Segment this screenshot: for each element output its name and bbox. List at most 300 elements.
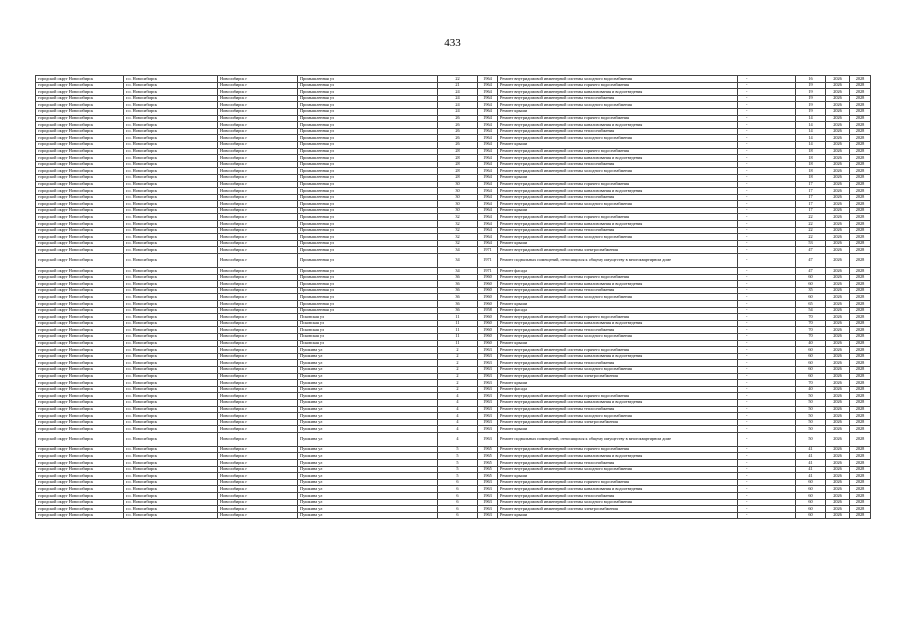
term-cell: 70	[796, 333, 826, 340]
table-row	[36, 413, 871, 420]
district-cell: городской округ Новосибирск	[36, 301, 124, 308]
city-cell: Новосибирск г	[218, 76, 298, 83]
house-number-cell: 34	[438, 268, 478, 275]
locality-cell: г.о. Новосибирск	[124, 353, 218, 360]
district-cell: городской округ Новосибирск	[36, 493, 124, 500]
locality-cell: г.о. Новосибирск	[124, 281, 218, 288]
street-cell: Пушкина ул	[298, 386, 438, 393]
end-year-cell: 2028	[850, 340, 871, 347]
start-year-cell: 2026	[826, 466, 850, 473]
table-row	[36, 254, 871, 268]
locality-cell: г.о. Новосибирск	[124, 76, 218, 83]
street-cell: Промышленная ул	[298, 214, 438, 221]
volume-cell: -	[738, 227, 796, 234]
locality-cell: г.о. Новосибирск	[124, 493, 218, 500]
work-type-cell: Ремонт крыши	[498, 380, 738, 387]
street-cell: Промышленная ул	[298, 207, 438, 214]
term-cell: 40	[796, 386, 826, 393]
city-cell: Новосибирск г	[218, 214, 298, 221]
house-number-cell: 34	[438, 247, 478, 254]
locality-cell: г.о. Новосибирск	[124, 333, 218, 340]
term-cell: 70	[796, 380, 826, 387]
build-year-cell: 1964	[478, 89, 498, 96]
house-number-cell: 30	[438, 194, 478, 201]
city-cell: Новосибирск г	[218, 268, 298, 275]
house-number-cell: 36	[438, 274, 478, 281]
end-year-cell: 2028	[850, 188, 871, 195]
build-year-cell: 1964	[478, 115, 498, 122]
build-year-cell: 1964	[478, 128, 498, 135]
start-year-cell: 2026	[826, 386, 850, 393]
street-cell: Пушкина ул	[298, 466, 438, 473]
district-cell: городской округ Новосибирск	[36, 148, 124, 155]
build-year-cell: 1963	[478, 486, 498, 493]
table-row	[36, 446, 871, 453]
start-year-cell: 2026	[826, 301, 850, 308]
build-year-cell: 1971	[478, 247, 498, 254]
table-row	[36, 506, 871, 513]
house-number-cell: 6	[438, 499, 478, 506]
locality-cell: г.о. Новосибирск	[124, 386, 218, 393]
work-type-cell: Ремонт внутридомовой инженерной системы теплоснабжения	[498, 128, 738, 135]
locality-cell: г.о. Новосибирск	[124, 294, 218, 301]
city-cell: Новосибирск г	[218, 281, 298, 288]
volume-cell: -	[738, 128, 796, 135]
district-cell: городской округ Новосибирск	[36, 320, 124, 327]
house-number-cell: 32	[438, 214, 478, 221]
end-year-cell: 2028	[850, 268, 871, 275]
district-cell: городской округ Новосибирск	[36, 174, 124, 181]
table-row	[36, 386, 871, 393]
term-cell: 47	[796, 254, 826, 268]
start-year-cell: 2026	[826, 155, 850, 162]
street-cell: Пушкина ул	[298, 413, 438, 420]
table-row	[36, 301, 871, 308]
house-number-cell: 26	[438, 128, 478, 135]
term-cell: 50	[796, 406, 826, 413]
term-cell: 14	[796, 115, 826, 122]
start-year-cell: 2026	[826, 406, 850, 413]
volume-cell: -	[738, 320, 796, 327]
district-cell: городской округ Новосибирск	[36, 247, 124, 254]
end-year-cell: 2028	[850, 353, 871, 360]
street-cell: Промышленная ул	[298, 221, 438, 228]
work-type-cell: Ремонт внутридомовой инженерной системы холодного водоснабжения	[498, 499, 738, 506]
term-cell: 41	[796, 460, 826, 467]
term-cell: 14	[796, 128, 826, 135]
locality-cell: г.о. Новосибирск	[124, 188, 218, 195]
district-cell: городской округ Новосибирск	[36, 466, 124, 473]
table-row	[36, 221, 871, 228]
term-cell: 17	[796, 201, 826, 208]
end-year-cell: 2028	[850, 320, 871, 327]
build-year-cell: 1964	[478, 155, 498, 162]
start-year-cell: 2026	[826, 380, 850, 387]
house-number-cell: 30	[438, 207, 478, 214]
build-year-cell: 1964	[478, 201, 498, 208]
work-type-cell: Ремонт внутридомовой инженерной системы горячего водоснабжения	[498, 214, 738, 221]
volume-cell: -	[738, 340, 796, 347]
build-year-cell: 1963	[478, 406, 498, 413]
end-year-cell: 2028	[850, 108, 871, 115]
locality-cell: г.о. Новосибирск	[124, 413, 218, 420]
city-cell: Новосибирск г	[218, 188, 298, 195]
house-number-cell: 4	[438, 413, 478, 420]
table-row	[36, 227, 871, 234]
city-cell: Новосибирск г	[218, 307, 298, 314]
work-type-cell: Ремонт внутридомовой инженерной системы теплоснабжения	[498, 161, 738, 168]
build-year-cell: 1964	[478, 95, 498, 102]
end-year-cell: 2028	[850, 281, 871, 288]
locality-cell: г.о. Новосибирск	[124, 360, 218, 367]
house-number-cell: 11	[438, 327, 478, 334]
work-type-cell: Ремонт внутридомовой инженерной системы канализования и водоотведения	[498, 155, 738, 162]
locality-cell: г.о. Новосибирск	[124, 327, 218, 334]
district-cell: городской округ Новосибирск	[36, 393, 124, 400]
locality-cell: г.о. Новосибирск	[124, 268, 218, 275]
term-cell: 50	[796, 413, 826, 420]
street-cell: Пушкина ул	[298, 499, 438, 506]
start-year-cell: 2026	[826, 426, 850, 433]
street-cell: Пушкина ул	[298, 360, 438, 367]
end-year-cell: 2028	[850, 135, 871, 142]
build-year-cell: 1963	[478, 373, 498, 380]
district-cell: городской округ Новосибирск	[36, 281, 124, 288]
district-cell: городской округ Новосибирск	[36, 499, 124, 506]
term-cell: 60	[796, 353, 826, 360]
end-year-cell: 2028	[850, 89, 871, 96]
build-year-cell: 1960	[478, 320, 498, 327]
end-year-cell: 2028	[850, 466, 871, 473]
work-type-cell: Ремонт внутридомовой инженерной системы теплоснабжения	[498, 406, 738, 413]
locality-cell: г.о. Новосибирск	[124, 506, 218, 513]
locality-cell: г.о. Новосибирск	[124, 128, 218, 135]
start-year-cell: 2026	[826, 307, 850, 314]
volume-cell: -	[738, 314, 796, 321]
start-year-cell: 2026	[826, 473, 850, 480]
house-number-cell: 5	[438, 473, 478, 480]
build-year-cell: 1963	[478, 479, 498, 486]
locality-cell: г.о. Новосибирск	[124, 307, 218, 314]
start-year-cell: 2026	[826, 201, 850, 208]
start-year-cell: 2026	[826, 373, 850, 380]
table-row	[36, 366, 871, 373]
term-cell: 17	[796, 181, 826, 188]
term-cell: 50	[796, 399, 826, 406]
work-type-cell: Ремонт внутридомовой инженерной системы канализования и водоотведения	[498, 281, 738, 288]
house-number-cell: 34	[438, 254, 478, 268]
term-cell: 60	[796, 486, 826, 493]
start-year-cell: 2026	[826, 108, 850, 115]
house-number-cell: 4	[438, 426, 478, 433]
term-cell: 50	[796, 432, 826, 446]
house-number-cell: 5	[438, 446, 478, 453]
city-cell: Новосибирск г	[218, 493, 298, 500]
start-year-cell: 2026	[826, 493, 850, 500]
start-year-cell: 2026	[826, 512, 850, 519]
street-cell: Промышленная ул	[298, 155, 438, 162]
work-type-cell: Ремонт крыши	[498, 141, 738, 148]
table-row	[36, 493, 871, 500]
term-cell: 60	[796, 493, 826, 500]
locality-cell: г.о. Новосибирск	[124, 373, 218, 380]
build-year-cell: 1958	[478, 307, 498, 314]
work-type-cell: Ремонт подвальных помещений, относящихся к общему имуществу в многоквартирном доме	[498, 432, 738, 446]
district-cell: городской округ Новосибирск	[36, 347, 124, 354]
work-type-cell: Ремонт внутридомовой инженерной системы холодного водоснабжения	[498, 466, 738, 473]
work-type-cell: Ремонт крыши	[498, 240, 738, 247]
locality-cell: г.о. Новосибирск	[124, 95, 218, 102]
start-year-cell: 2026	[826, 314, 850, 321]
city-cell: Новосибирск г	[218, 287, 298, 294]
end-year-cell: 2028	[850, 406, 871, 413]
term-cell: 60	[796, 373, 826, 380]
street-cell: Промышленная ул	[298, 95, 438, 102]
term-cell: 70	[796, 320, 826, 327]
build-year-cell: 1960	[478, 294, 498, 301]
build-year-cell: 1964	[478, 108, 498, 115]
district-cell: городской округ Новосибирск	[36, 419, 124, 426]
start-year-cell: 2026	[826, 274, 850, 281]
house-number-cell: 36	[438, 294, 478, 301]
locality-cell: г.о. Новосибирск	[124, 486, 218, 493]
volume-cell: -	[738, 201, 796, 208]
volume-cell: -	[738, 399, 796, 406]
house-number-cell: 28	[438, 148, 478, 155]
city-cell: Новосибирск г	[218, 128, 298, 135]
city-cell: Новосибирск г	[218, 247, 298, 254]
work-type-cell: Ремонт внутридомовой инженерной системы горячего водоснабжения	[498, 274, 738, 281]
table-row	[36, 161, 871, 168]
end-year-cell: 2028	[850, 174, 871, 181]
volume-cell: -	[738, 460, 796, 467]
street-cell: Пушкина ул	[298, 446, 438, 453]
volume-cell: -	[738, 108, 796, 115]
district-cell: городской округ Новосибирск	[36, 460, 124, 467]
table-row	[36, 460, 871, 467]
term-cell: 70	[796, 327, 826, 334]
start-year-cell: 2026	[826, 340, 850, 347]
term-cell: 17	[796, 207, 826, 214]
district-cell: городской округ Новосибирск	[36, 201, 124, 208]
street-cell: Промышленная ул	[298, 141, 438, 148]
house-number-cell: 26	[438, 135, 478, 142]
volume-cell: -	[738, 155, 796, 162]
work-type-cell: Ремонт внутридомовой инженерной системы горячего водоснабжения	[498, 347, 738, 354]
start-year-cell: 2026	[826, 174, 850, 181]
term-cell: 50	[796, 419, 826, 426]
work-type-cell: Ремонт внутридомовой инженерной системы горячего водоснабжения	[498, 181, 738, 188]
work-type-cell: Ремонт внутридомовой инженерной системы холодного водоснабжения	[498, 168, 738, 175]
start-year-cell: 2026	[826, 214, 850, 221]
start-year-cell: 2026	[826, 76, 850, 83]
city-cell: Новосибирск г	[218, 360, 298, 367]
locality-cell: г.о. Новосибирск	[124, 314, 218, 321]
work-type-cell: Ремонт внутридомовой инженерной системы канализования и водоотведения	[498, 221, 738, 228]
term-cell: 18	[796, 155, 826, 162]
house-number-cell: 2	[438, 360, 478, 367]
volume-cell: -	[738, 148, 796, 155]
district-cell: городской округ Новосибирск	[36, 95, 124, 102]
street-cell: Пушкина ул	[298, 479, 438, 486]
table-row	[36, 380, 871, 387]
end-year-cell: 2028	[850, 426, 871, 433]
locality-cell: г.о. Новосибирск	[124, 135, 218, 142]
term-cell: 41	[796, 453, 826, 460]
city-cell: Новосибирск г	[218, 366, 298, 373]
street-cell: Пушкина ул	[298, 453, 438, 460]
build-year-cell: 1963	[478, 419, 498, 426]
district-cell: городской округ Новосибирск	[36, 128, 124, 135]
end-year-cell: 2028	[850, 307, 871, 314]
house-number-cell: 28	[438, 155, 478, 162]
build-year-cell: 1960	[478, 281, 498, 288]
build-year-cell: 1965	[478, 460, 498, 467]
build-year-cell: 1963	[478, 380, 498, 387]
end-year-cell: 2028	[850, 399, 871, 406]
end-year-cell: 2028	[850, 413, 871, 420]
term-cell: 70	[796, 314, 826, 321]
street-cell: Псковская ул	[298, 327, 438, 334]
work-type-cell: Ремонт внутридомовой инженерной системы холодного водоснабжения	[498, 333, 738, 340]
locality-cell: г.о. Новосибирск	[124, 466, 218, 473]
city-cell: Новосибирск г	[218, 221, 298, 228]
table-row	[36, 499, 871, 506]
house-number-cell: 36	[438, 301, 478, 308]
table-row	[36, 102, 871, 109]
house-number-cell: 36	[438, 287, 478, 294]
volume-cell: -	[738, 419, 796, 426]
city-cell: Новосибирск г	[218, 227, 298, 234]
work-type-cell: Ремонт крыши	[498, 108, 738, 115]
city-cell: Новосибирск г	[218, 102, 298, 109]
house-number-cell: 36	[438, 281, 478, 288]
table-row	[36, 214, 871, 221]
street-cell: Промышленная ул	[298, 188, 438, 195]
street-cell: Пушкина ул	[298, 347, 438, 354]
term-cell: 19	[796, 108, 826, 115]
table-row	[36, 76, 871, 83]
table-row	[36, 95, 871, 102]
house-number-cell: 26	[438, 115, 478, 122]
district-cell: городской округ Новосибирск	[36, 294, 124, 301]
end-year-cell: 2028	[850, 227, 871, 234]
table-row	[36, 340, 871, 347]
work-type-cell: Ремонт фасада	[498, 307, 738, 314]
locality-cell: г.о. Новосибирск	[124, 161, 218, 168]
build-year-cell: 1965	[478, 466, 498, 473]
start-year-cell: 2026	[826, 194, 850, 201]
term-cell: 18	[796, 168, 826, 175]
term-cell: 60	[796, 294, 826, 301]
volume-cell: -	[738, 122, 796, 129]
end-year-cell: 2028	[850, 247, 871, 254]
locality-cell: г.о. Новосибирск	[124, 380, 218, 387]
start-year-cell: 2026	[826, 188, 850, 195]
work-type-cell: Ремонт внутридомовой инженерной системы горячего водоснабжения	[498, 393, 738, 400]
volume-cell: -	[738, 366, 796, 373]
street-cell: Промышленная ул	[298, 194, 438, 201]
district-cell: городской округ Новосибирск	[36, 453, 124, 460]
house-number-cell: 30	[438, 201, 478, 208]
volume-cell: -	[738, 102, 796, 109]
house-number-cell: 36	[438, 307, 478, 314]
term-cell: 19	[796, 82, 826, 89]
table-row	[36, 486, 871, 493]
end-year-cell: 2028	[850, 386, 871, 393]
city-cell: Новосибирск г	[218, 141, 298, 148]
locality-cell: г.о. Новосибирск	[124, 473, 218, 480]
locality-cell: г.о. Новосибирск	[124, 214, 218, 221]
volume-cell: -	[738, 161, 796, 168]
page-number: 433	[444, 37, 461, 49]
district-cell: городской округ Новосибирск	[36, 155, 124, 162]
start-year-cell: 2026	[826, 135, 850, 142]
term-cell: 18	[796, 148, 826, 155]
term-cell: 19	[796, 102, 826, 109]
house-number-cell: 4	[438, 393, 478, 400]
district-cell: городской округ Новосибирск	[36, 214, 124, 221]
volume-cell: -	[738, 188, 796, 195]
end-year-cell: 2028	[850, 446, 871, 453]
district-cell: городской округ Новосибирск	[36, 432, 124, 446]
build-year-cell: 1964	[478, 188, 498, 195]
table-row	[36, 320, 871, 327]
district-cell: городской округ Новосибирск	[36, 426, 124, 433]
start-year-cell: 2026	[826, 148, 850, 155]
house-number-cell: 28	[438, 168, 478, 175]
table-row	[36, 168, 871, 175]
locality-cell: г.о. Новосибирск	[124, 393, 218, 400]
work-type-cell: Ремонт внутридомовой инженерной системы холодного водоснабжения	[498, 294, 738, 301]
house-number-cell: 26	[438, 122, 478, 129]
start-year-cell: 2026	[826, 221, 850, 228]
work-type-cell: Ремонт внутридомовой инженерной системы канализования и водоотведения	[498, 353, 738, 360]
table-row	[36, 115, 871, 122]
house-number-cell: 6	[438, 506, 478, 513]
build-year-cell: 1964	[478, 76, 498, 83]
work-type-cell: Ремонт внутридомовой инженерной системы канализования и водоотведения	[498, 486, 738, 493]
district-cell: городской округ Новосибирск	[36, 333, 124, 340]
repair-schedule-table	[35, 75, 871, 519]
district-cell: городской округ Новосибирск	[36, 512, 124, 519]
work-type-cell: Ремонт внутридомовой инженерной системы теплоснабжения	[498, 493, 738, 500]
street-cell: Промышленная ул	[298, 301, 438, 308]
build-year-cell: 1964	[478, 82, 498, 89]
locality-cell: г.о. Новосибирск	[124, 115, 218, 122]
term-cell: 17	[796, 194, 826, 201]
district-cell: городской округ Новосибирск	[36, 287, 124, 294]
term-cell: 60	[796, 360, 826, 367]
term-cell: 17	[796, 188, 826, 195]
build-year-cell: 1963	[478, 499, 498, 506]
district-cell: городской округ Новосибирск	[36, 115, 124, 122]
locality-cell: г.о. Новосибирск	[124, 102, 218, 109]
work-type-cell: Ремонт подвальных помещений, относящихся к общему имуществу в многоквартирном доме	[498, 254, 738, 268]
volume-cell: -	[738, 512, 796, 519]
build-year-cell: 1964	[478, 240, 498, 247]
end-year-cell: 2028	[850, 148, 871, 155]
build-year-cell: 1960	[478, 333, 498, 340]
volume-cell: -	[738, 353, 796, 360]
build-year-cell: 1964	[478, 168, 498, 175]
build-year-cell: 1964	[478, 148, 498, 155]
end-year-cell: 2028	[850, 347, 871, 354]
end-year-cell: 2028	[850, 181, 871, 188]
district-cell: городской округ Новосибирск	[36, 386, 124, 393]
table-row	[36, 406, 871, 413]
term-cell: 41	[796, 466, 826, 473]
